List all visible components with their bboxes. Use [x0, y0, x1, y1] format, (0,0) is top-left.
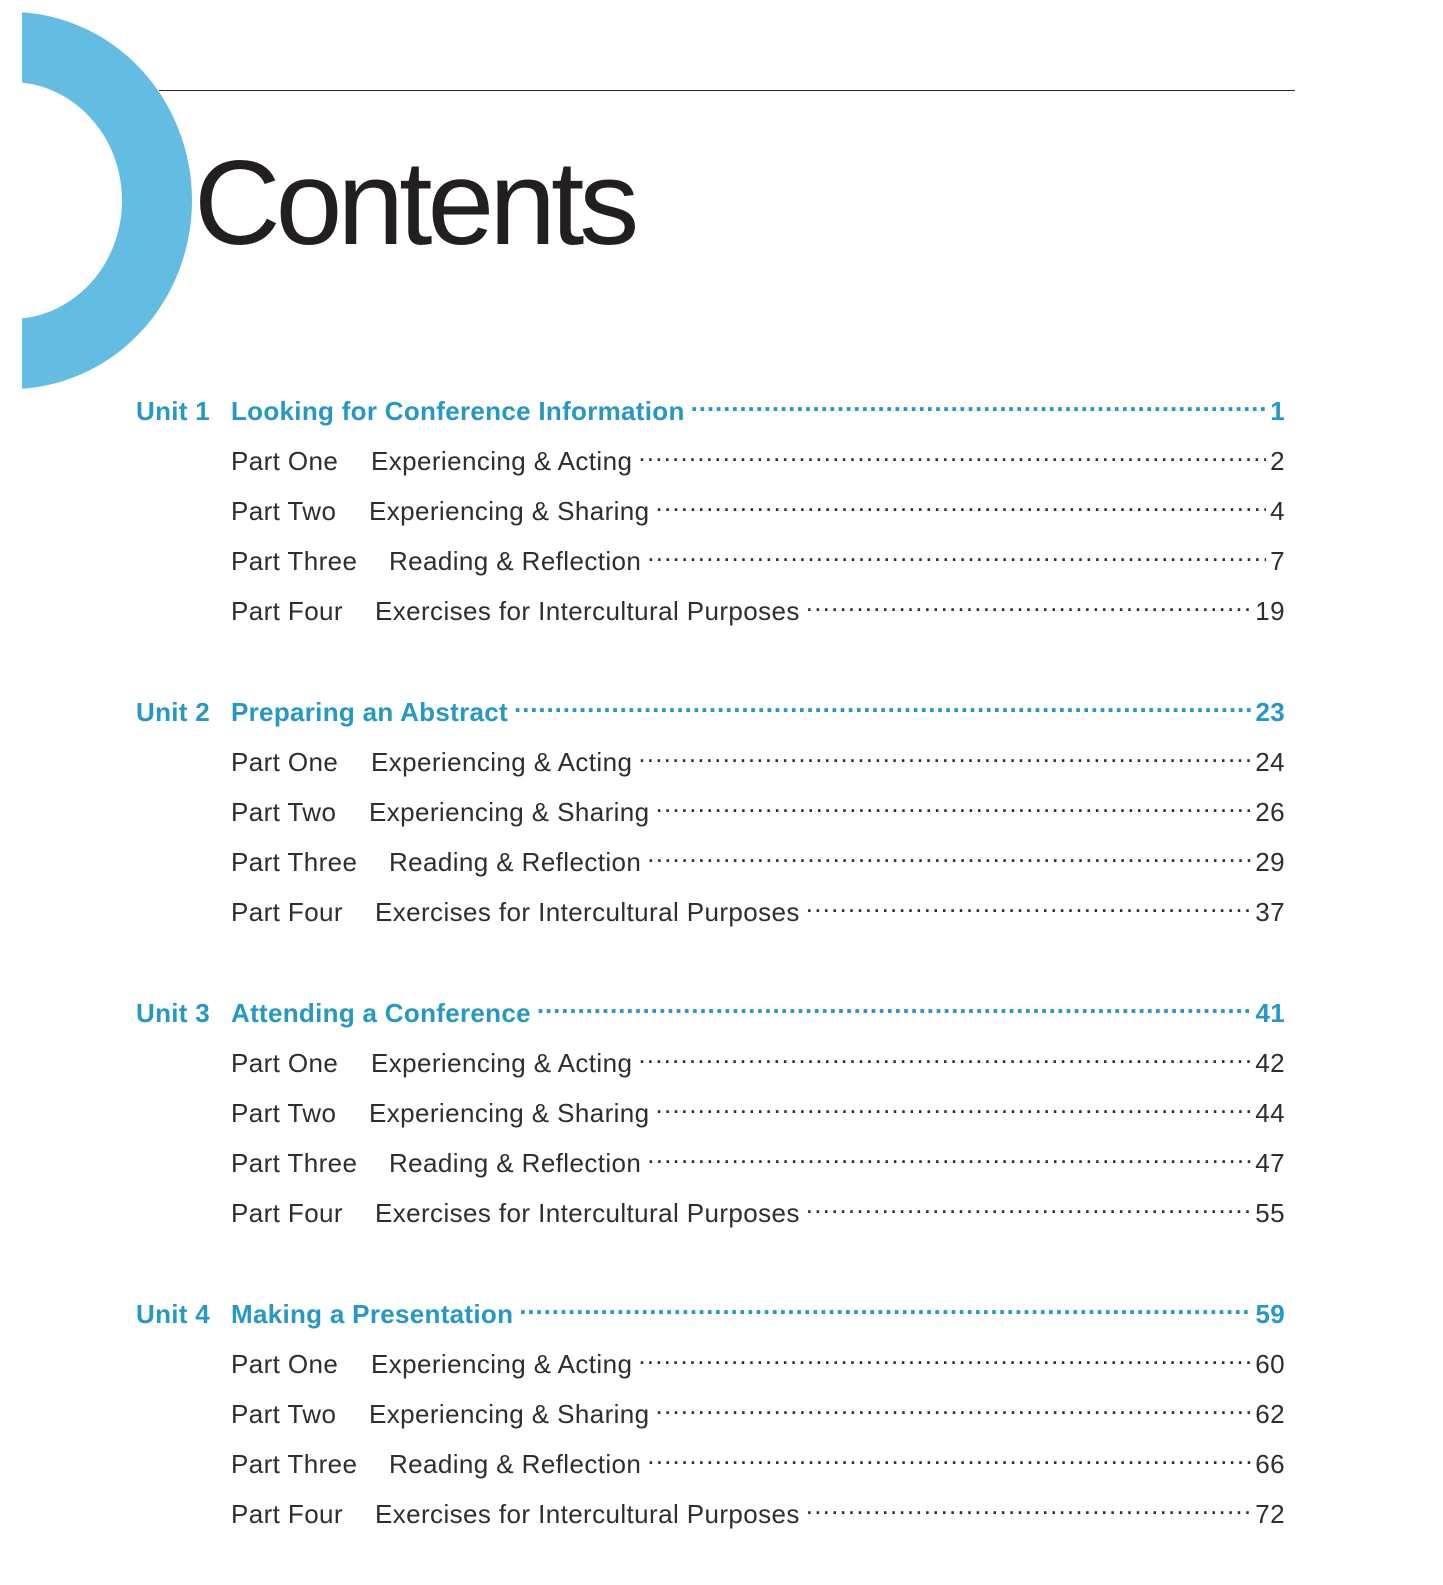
part-page-number: 62	[1255, 1399, 1285, 1429]
part-title: Reading & Reflection	[389, 546, 642, 576]
part-label: Part Four	[231, 596, 343, 626]
unit-entry-1[interactable]	[136, 384, 1285, 426]
dot-leader	[806, 885, 1251, 921]
part-page-number: 72	[1255, 1499, 1285, 1529]
part-label: Part One	[231, 1349, 339, 1379]
dot-leader	[638, 735, 1251, 771]
unit-label: Unit 3	[136, 998, 211, 1028]
dot-leader	[647, 835, 1251, 871]
decorative-arc	[0, 12, 192, 389]
part-entry[interactable]	[231, 1387, 1285, 1429]
dot-leader	[806, 584, 1251, 620]
part-entry[interactable]	[231, 885, 1285, 927]
unit-label: Unit 4	[136, 1299, 211, 1329]
part-page-number: 24	[1255, 747, 1285, 777]
part-title: Experiencing & Acting	[371, 1349, 633, 1379]
part-label: Part Three	[231, 847, 358, 877]
unit-entry-3[interactable]	[136, 986, 1285, 1028]
part-title: Experiencing & Sharing	[369, 496, 650, 526]
part-entry[interactable]	[231, 534, 1285, 576]
part-title: Exercises for Intercultural Purposes	[375, 1198, 800, 1228]
unit-page-number: 1	[1270, 396, 1285, 426]
part-label: Part Two	[231, 1399, 337, 1429]
dot-leader	[638, 1036, 1251, 1072]
unit-title: Looking for Conference Information	[231, 396, 685, 426]
dot-leader	[647, 1437, 1251, 1473]
part-title: Reading & Reflection	[389, 1449, 642, 1479]
unit-page-number: 59	[1255, 1299, 1285, 1329]
part-label: Part Two	[231, 1098, 337, 1128]
part-page-number: 42	[1255, 1048, 1285, 1078]
part-title: Exercises for Intercultural Purposes	[375, 1499, 800, 1529]
dot-leader	[647, 534, 1266, 570]
part-label: Part Three	[231, 546, 358, 576]
part-label: Part Four	[231, 1499, 343, 1529]
dot-leader	[656, 484, 1267, 520]
part-label: Part Three	[231, 1449, 358, 1479]
page-title: Contents	[194, 136, 635, 270]
dot-leader	[656, 785, 1252, 821]
part-page-number: 66	[1255, 1449, 1285, 1479]
part-entry[interactable]	[231, 484, 1285, 526]
dot-leader	[806, 1487, 1251, 1523]
part-page-number: 47	[1255, 1148, 1285, 1178]
header-rule	[159, 90, 1295, 91]
part-entry[interactable]	[231, 1036, 1285, 1078]
dot-leader	[537, 986, 1252, 1022]
unit-page-number: 41	[1255, 998, 1285, 1028]
part-title: Exercises for Intercultural Purposes	[375, 596, 800, 626]
part-label: Part One	[231, 446, 339, 476]
part-entry[interactable]	[231, 835, 1285, 877]
unit-title: Preparing an Abstract	[231, 697, 508, 727]
part-title: Experiencing & Acting	[371, 1048, 633, 1078]
dot-leader	[806, 1186, 1251, 1222]
unit-title: Attending a Conference	[231, 998, 531, 1028]
unit-title: Making a Presentation	[231, 1299, 514, 1329]
part-page-number: 60	[1255, 1349, 1285, 1379]
part-entry[interactable]	[231, 1437, 1285, 1479]
unit-entry-4[interactable]	[136, 1287, 1285, 1329]
part-entry[interactable]	[231, 584, 1285, 626]
part-entry[interactable]	[231, 1186, 1285, 1228]
dot-leader	[656, 1387, 1252, 1423]
part-label: Part Four	[231, 1198, 343, 1228]
unit-label: Unit 1	[136, 396, 211, 426]
part-title: Experiencing & Acting	[371, 747, 633, 777]
dot-leader	[638, 1337, 1251, 1373]
part-page-number: 29	[1255, 847, 1285, 877]
part-title: Experiencing & Acting	[371, 446, 633, 476]
part-title: Experiencing & Sharing	[369, 1399, 650, 1429]
part-title: Experiencing & Sharing	[369, 1098, 650, 1128]
part-entry[interactable]	[231, 735, 1285, 777]
part-title: Exercises for Intercultural Purposes	[375, 897, 800, 927]
part-entry[interactable]	[231, 1136, 1285, 1178]
dot-leader	[519, 1287, 1251, 1323]
dot-leader	[638, 434, 1266, 470]
part-page-number: 2	[1270, 446, 1285, 476]
part-entry[interactable]	[231, 785, 1285, 827]
dot-leader	[691, 384, 1267, 420]
part-entry[interactable]	[231, 434, 1285, 476]
unit-entry-2[interactable]	[136, 685, 1285, 727]
part-label: Part Two	[231, 797, 337, 827]
part-page-number: 26	[1255, 797, 1285, 827]
unit-page-number: 23	[1255, 697, 1285, 727]
unit-label: Unit 2	[136, 697, 211, 727]
part-page-number: 19	[1255, 596, 1285, 626]
part-page-number: 37	[1255, 897, 1285, 927]
part-entry[interactable]	[231, 1337, 1285, 1379]
dot-leader	[647, 1136, 1251, 1172]
part-page-number: 4	[1270, 496, 1285, 526]
part-entry[interactable]	[231, 1086, 1285, 1128]
part-page-number: 44	[1255, 1098, 1285, 1128]
part-entry[interactable]	[231, 1487, 1285, 1529]
part-label: Part One	[231, 1048, 339, 1078]
part-label: Part Three	[231, 1148, 358, 1178]
part-label: Part One	[231, 747, 339, 777]
part-title: Reading & Reflection	[389, 1148, 642, 1178]
part-label: Part Two	[231, 496, 337, 526]
dot-leader	[656, 1086, 1252, 1122]
part-page-number: 7	[1270, 546, 1285, 576]
part-label: Part Four	[231, 897, 343, 927]
dot-leader	[514, 685, 1252, 721]
part-page-number: 55	[1255, 1198, 1285, 1228]
part-title: Reading & Reflection	[389, 847, 642, 877]
part-title: Experiencing & Sharing	[369, 797, 650, 827]
